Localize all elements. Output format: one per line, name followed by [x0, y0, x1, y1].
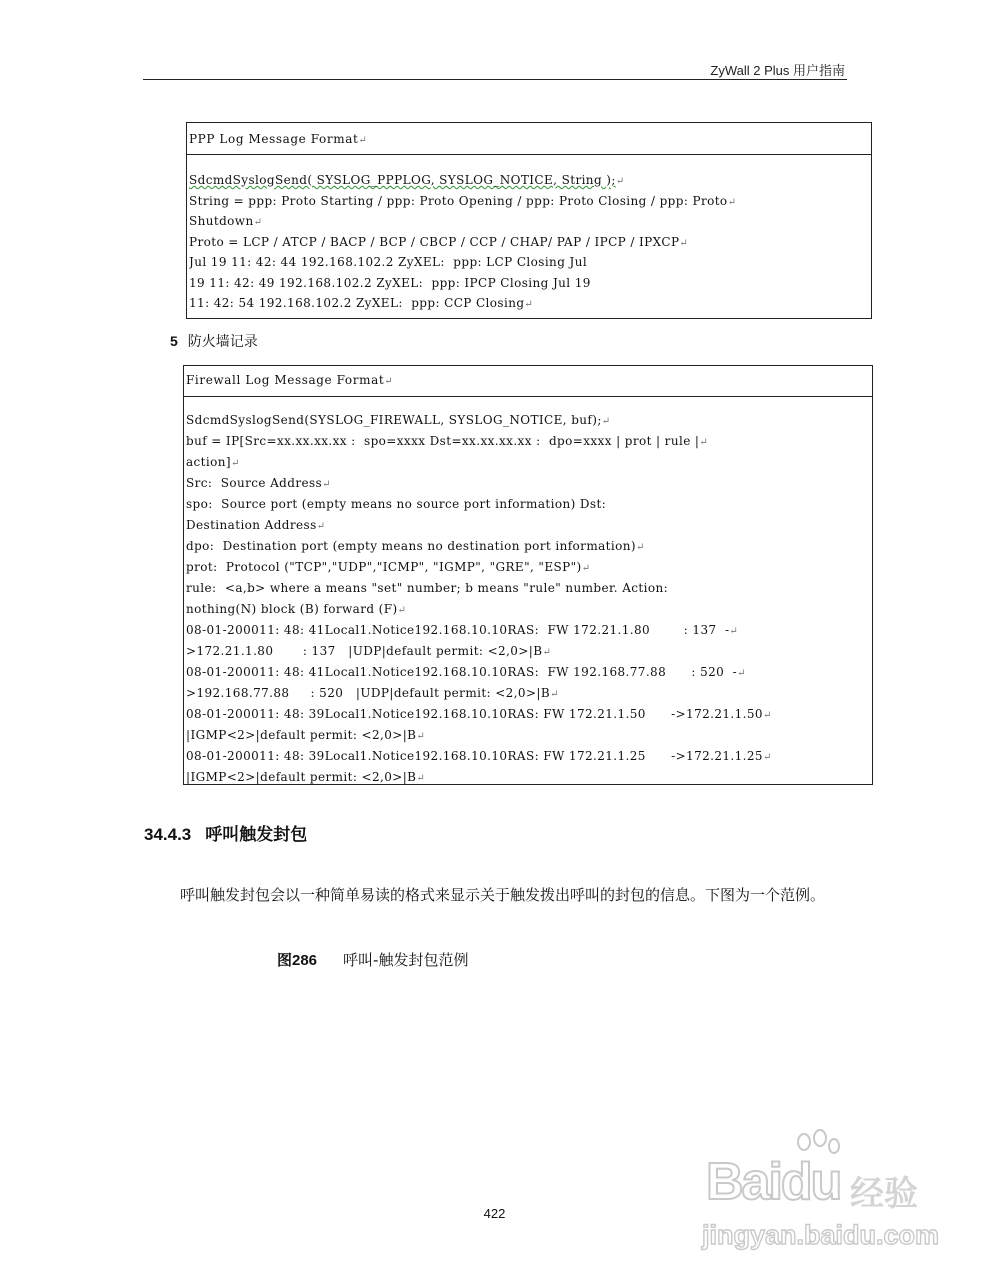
firewall-code-line: 08-01-200011: 48: 41Local1.Notice192.168.10.10RAS: FW 192.168.77.88 : 520 -↵: [186, 665, 746, 679]
list-item-number: 5: [170, 333, 178, 349]
firewall-code-line: 08-01-200011: 48: 41Local1.Notice192.168.10.10RAS: FW 172.21.1.80 : 137 -↵: [186, 623, 739, 637]
firewall-code-line: >172.21.1.80 : 137 |UDP|default permit: <2,0>|B↵: [186, 644, 552, 658]
firewall-log-format-box: [183, 365, 873, 785]
page-number: 422: [483, 1206, 506, 1221]
firewall-code-line: Destination Address↵: [186, 518, 326, 532]
ppp-code-line: Jul 19 11: 42: 44 192.168.102.2 ZyXEL: ppp: LCP Closing Jul: [189, 255, 588, 269]
ppp-box-title: PPP Log Message Format↵: [187, 123, 871, 155]
watermark-logo: Baidu: [706, 1153, 841, 1211]
ppp-code-line: SdcmdSyslogSend( SYSLOG_PPPLOG, SYSLOG_NOTICE, String );↵: [189, 173, 625, 187]
ppp-code-line: 19 11: 42: 49 192.168.102.2 ZyXEL: ppp: IPCP Closing Jul 19: [189, 275, 591, 290]
firewall-code-line: prot: Protocol ("TCP","UDP","ICMP", "IGMP", "GRE", "ESP")↵: [186, 560, 591, 574]
figure-number: 图286: [277, 952, 318, 969]
firewall-box-title: Firewall Log Message Format↵: [184, 366, 872, 397]
watermark-brand: 经验: [850, 1174, 918, 1214]
section-heading: [144, 820, 307, 845]
firewall-code-line: |IGMP<2>|default permit: <2,0>|B↵: [186, 770, 426, 784]
firewall-code-line: spo: Source port (empty means no source port information) Dst:: [186, 497, 607, 511]
ppp-code-line: 11: 42: 54 192.168.102.2 ZyXEL: ppp: CCP Closing↵: [189, 296, 534, 310]
header-title: ZyWall 2 Plus 用户指南: [710, 63, 845, 78]
firewall-box-body: [184, 397, 872, 788]
figure-caption: [277, 949, 468, 970]
firewall-code-line: 08-01-200011: 48: 39Local1.Notice192.168.10.10RAS: FW 172.21.1.50 ->172.21.1.50↵: [186, 707, 772, 721]
ppp-code-line: Shutdown↵: [189, 214, 263, 228]
baidu-jingyan-watermark: [700, 1128, 950, 1258]
figure-caption-text: 呼叫-触发封包范例: [343, 951, 469, 969]
list-item-label: 防火墙记录: [187, 334, 258, 350]
firewall-code-line: dpo: Destination port (empty means no destination port information)↵: [186, 539, 645, 553]
firewall-code-line: Src: Source Address↵: [186, 476, 331, 490]
ppp-log-format-box: [186, 122, 872, 319]
ppp-code-line: String = ppp: Proto Starting / ppp: Proto Opening / ppp: Proto Closing / ppp: Proto↵: [189, 193, 737, 208]
header-rule: [143, 79, 847, 80]
firewall-code-line: SdcmdSyslogSend(SYSLOG_FIREWALL, SYSLOG_NOTICE, buf);↵: [186, 413, 611, 427]
section-title: 呼叫触发封包: [205, 825, 308, 844]
firewall-code-line: 08-01-200011: 48: 39Local1.Notice192.168.10.10RAS: FW 172.21.1.25 ->172.21.1.25↵: [186, 749, 772, 763]
ppp-box-body: [187, 155, 871, 314]
firewall-code-line: action]↵: [186, 455, 240, 469]
firewall-code-line: rule: <a,b> where a means "set" number; b means "rule" number. Action:: [186, 581, 669, 595]
watermark-url: jingyan.baidu.com: [702, 1220, 940, 1250]
body-paragraph: 呼叫触发封包会以一种简单易读的格式来显示关于触发拨出呼叫的封包的信息。下图为一个范例。: [180, 886, 826, 904]
ppp-code-line: Proto = LCP / ATCP / BACP / BCP / CBCP / CCP / CHAP/ PAP / IPCP / IPXCP↵: [189, 234, 689, 249]
firewall-code-line: >192.168.77.88 : 520 |UDP|default permit: <2,0>|B↵: [186, 686, 559, 700]
firewall-code-line: nothing(N) block (B) forward (F)↵: [186, 602, 407, 616]
firewall-code-line: buf = IP[Src=xx.xx.xx.xx : spo=xxxx Dst=xx.xx.xx.xx : dpo=xxxx | prot | rule |↵: [186, 434, 709, 448]
section-number: 34.4.3: [144, 825, 192, 844]
firewall-code-line: |IGMP<2>|default permit: <2,0>|B↵: [186, 728, 426, 742]
list-item-firewall-log: [170, 331, 258, 351]
